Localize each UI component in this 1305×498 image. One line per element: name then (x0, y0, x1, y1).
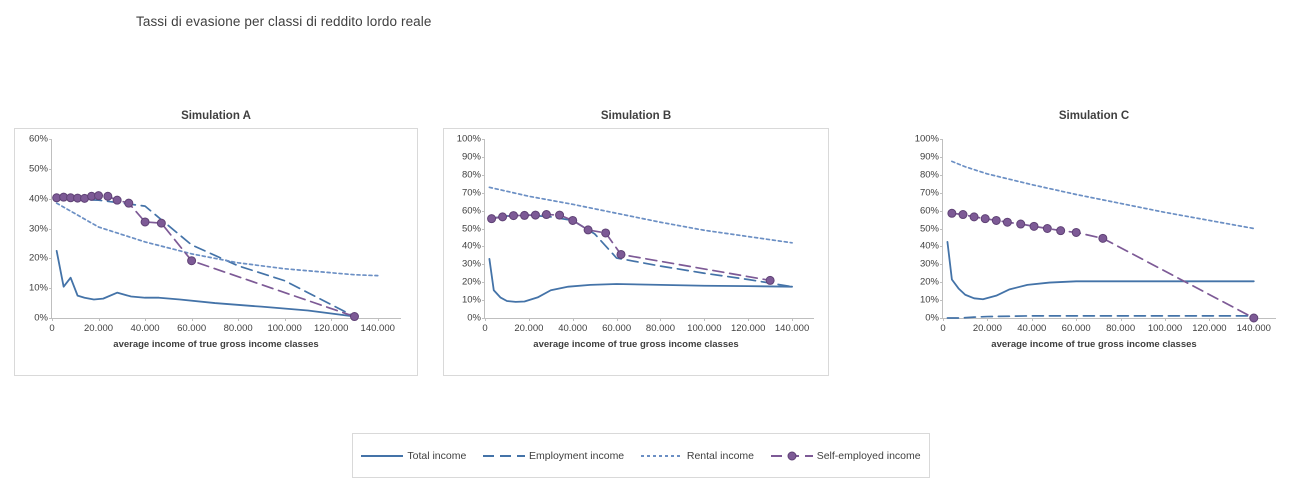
series-marker (766, 276, 774, 284)
y-axis-tick-label: 40% (461, 240, 481, 252)
series-marker (95, 192, 103, 200)
page-title: Tassi di evasione per classi di reddito lordo reale (136, 14, 432, 29)
series-marker (499, 213, 507, 221)
legend-swatch-employment-income (483, 450, 525, 462)
series-marker (1099, 234, 1107, 242)
x-axis-tick-mark (704, 318, 705, 321)
series-marker (556, 211, 564, 219)
series-line (947, 316, 1253, 318)
x-axis-tick-label: 80.000 (645, 323, 675, 334)
series-marker (188, 257, 196, 265)
series-marker (488, 215, 496, 223)
series-line (952, 213, 1254, 318)
x-axis-tick-label: 140.000 (774, 323, 810, 334)
series-marker (617, 250, 625, 258)
y-axis-tick-label: 50% (28, 163, 48, 175)
series-line (57, 203, 378, 276)
legend-item-total-income (361, 450, 466, 462)
y-axis-tick-label: 0% (467, 312, 481, 324)
x-axis-tick-label: 40.000 (130, 323, 160, 334)
x-axis-tick-label: 60.000 (602, 323, 632, 334)
y-axis-tick-label: 60% (28, 133, 48, 145)
x-axis-tick-label: 60.000 (1061, 323, 1091, 334)
series-marker (531, 211, 539, 219)
x-axis-tick-label: 140.000 (1236, 323, 1271, 334)
series-marker (157, 219, 165, 227)
x-axis-tick-mark (792, 318, 793, 321)
x-axis-tick-label: 20.000 (514, 323, 544, 334)
series-marker (959, 211, 967, 219)
xaxis-label-simulation-b: average income of true gross income classes (533, 339, 739, 350)
series-marker (584, 226, 592, 234)
y-axis-tick-label: 10% (919, 294, 939, 306)
x-axis-tick-mark (1209, 318, 1210, 321)
legend-label-total-income: Total income (407, 449, 467, 462)
y-axis-tick-label: 10% (461, 294, 481, 306)
x-axis-tick-mark (192, 318, 193, 321)
y-axis-tick-label: 20% (461, 276, 481, 288)
plot-area-simulation-a (28, 133, 401, 334)
y-axis-tick-label: 50% (919, 223, 939, 234)
x-axis-tick-mark (573, 318, 574, 321)
y-axis-tick-label: 40% (28, 193, 48, 205)
y-axis-tick-label: 30% (461, 258, 481, 270)
x-axis-tick-label: 100.000 (687, 323, 722, 334)
series-marker (104, 192, 112, 200)
series-marker (1250, 314, 1258, 322)
series-marker (948, 209, 956, 217)
x-axis-tick-mark (529, 318, 530, 321)
series-marker (992, 216, 1000, 224)
x-axis-tick-mark (331, 318, 332, 321)
x-axis-tick-label: 20.000 (84, 323, 114, 334)
y-axis-tick-label: 30% (919, 258, 939, 270)
xaxis-label-simulation-c: average income of true gross income classes (991, 339, 1197, 350)
x-axis-tick-label: 120.000 (1192, 323, 1227, 334)
x-axis-tick-mark (1121, 318, 1122, 321)
chart-panel-simulation-b (443, 110, 829, 376)
y-axis-tick-label: 100% (456, 133, 481, 145)
chart-title-simulation-b: Simulation B (600, 110, 672, 122)
x-axis-tick-mark (748, 318, 749, 321)
plot-area-simulation-b (456, 133, 814, 334)
series-marker (1003, 218, 1011, 226)
y-axis-tick-label: 90% (461, 151, 481, 163)
legend-swatch-total-income (361, 450, 403, 462)
series-marker (1017, 220, 1025, 228)
x-axis-tick-label: 0 (49, 323, 55, 334)
series-marker (569, 216, 577, 224)
x-axis-tick-label: 40.000 (558, 323, 588, 334)
x-axis-tick-label: 20.000 (972, 323, 1002, 334)
y-axis-tick-label: 40% (919, 240, 939, 252)
legend-label-employment-income: Employment income (529, 449, 625, 462)
legend-item-employment-income (483, 450, 624, 462)
plot-area-simulation-c (914, 133, 1276, 334)
series-marker (981, 215, 989, 223)
series-line (492, 215, 771, 281)
series-marker (350, 313, 358, 321)
x-axis-tick-label: 80.000 (1106, 323, 1136, 334)
x-axis-tick-mark (617, 318, 618, 321)
y-axis-tick-label: 80% (919, 169, 939, 181)
y-axis-tick-label: 80% (461, 169, 481, 181)
legend-label-rental-income: Rental income (686, 449, 754, 462)
x-axis-tick-label: 40.000 (1017, 323, 1047, 334)
series-line (489, 259, 792, 302)
legend-label-self-employed-income: Self-employed income (816, 449, 921, 462)
x-axis-tick-label: 80.000 (223, 323, 253, 334)
x-axis-tick-mark (378, 318, 379, 321)
y-axis-tick-label: 100% (914, 133, 939, 145)
x-axis-tick-label: 100.000 (267, 323, 302, 334)
series-marker (1072, 228, 1080, 236)
y-axis-tick-label: 60% (461, 205, 481, 217)
chart-panel-simulation-a (14, 110, 418, 376)
series-layer (52, 139, 401, 318)
y-axis-tick-label: 30% (28, 223, 48, 234)
chart-legend (352, 433, 930, 478)
x-axis-tick-label: 0 (482, 323, 488, 334)
series-line (57, 251, 355, 317)
series-marker (113, 196, 121, 204)
x-axis-tick-mark (99, 318, 100, 321)
x-axis-tick-mark (987, 318, 988, 321)
x-axis-tick-label: 0 (940, 323, 946, 334)
xaxis-label-simulation-a: average income of true gross income classes (113, 339, 319, 350)
y-axis-tick-label: 90% (919, 151, 939, 163)
legend-item-self-employed-income (771, 450, 921, 462)
x-axis-tick-label: 100.000 (1147, 323, 1183, 334)
series-marker (520, 211, 528, 219)
y-axis-tick-label: 60% (919, 205, 939, 217)
series-line (947, 242, 1253, 299)
legend-swatch-self-employed-income (771, 450, 813, 462)
x-axis-tick-mark (52, 318, 53, 321)
series-marker (125, 199, 133, 207)
x-axis-tick-mark (943, 318, 944, 321)
y-axis-tick-label: 20% (919, 276, 939, 288)
legend-swatch-rental-income (641, 450, 683, 462)
series-marker (141, 218, 149, 226)
y-axis-tick-label: 0% (34, 312, 48, 324)
y-axis-tick-label: 70% (461, 187, 481, 199)
series-marker (1043, 225, 1051, 233)
x-axis-tick-mark (145, 318, 146, 321)
x-axis-tick-mark (485, 318, 486, 321)
y-axis-tick-label: 10% (28, 282, 48, 294)
legend-item-rental-income (641, 450, 754, 462)
chart-title-simulation-c: Simulation C (1058, 110, 1130, 122)
x-axis-tick-label: 60.000 (177, 323, 207, 334)
chart-panel-simulation-c (897, 110, 1291, 376)
series-marker (1057, 227, 1065, 235)
series-marker (602, 229, 610, 237)
x-axis-tick-mark (238, 318, 239, 321)
x-axis-tick-label: 120.000 (314, 323, 349, 334)
series-layer (485, 139, 814, 318)
x-axis-tick-mark (1165, 318, 1166, 321)
x-axis-tick-label: 120.000 (731, 323, 766, 334)
series-marker (1030, 222, 1038, 230)
y-axis-tick-label: 20% (28, 252, 48, 264)
series-marker (542, 211, 550, 219)
x-axis-tick-label: 140.000 (360, 323, 395, 334)
series-layer (943, 139, 1276, 318)
x-axis-tick-mark (660, 318, 661, 321)
y-axis-tick-label: 0% (925, 312, 939, 324)
chart-title-simulation-a: Simulation A (181, 110, 251, 122)
y-axis-tick-label: 70% (919, 187, 939, 199)
x-axis-tick-mark (1076, 318, 1077, 321)
series-marker (510, 212, 518, 220)
series-marker (970, 213, 978, 221)
x-axis-tick-mark (1032, 318, 1033, 321)
x-axis-tick-mark (285, 318, 286, 321)
y-axis-tick-label: 50% (461, 223, 481, 234)
